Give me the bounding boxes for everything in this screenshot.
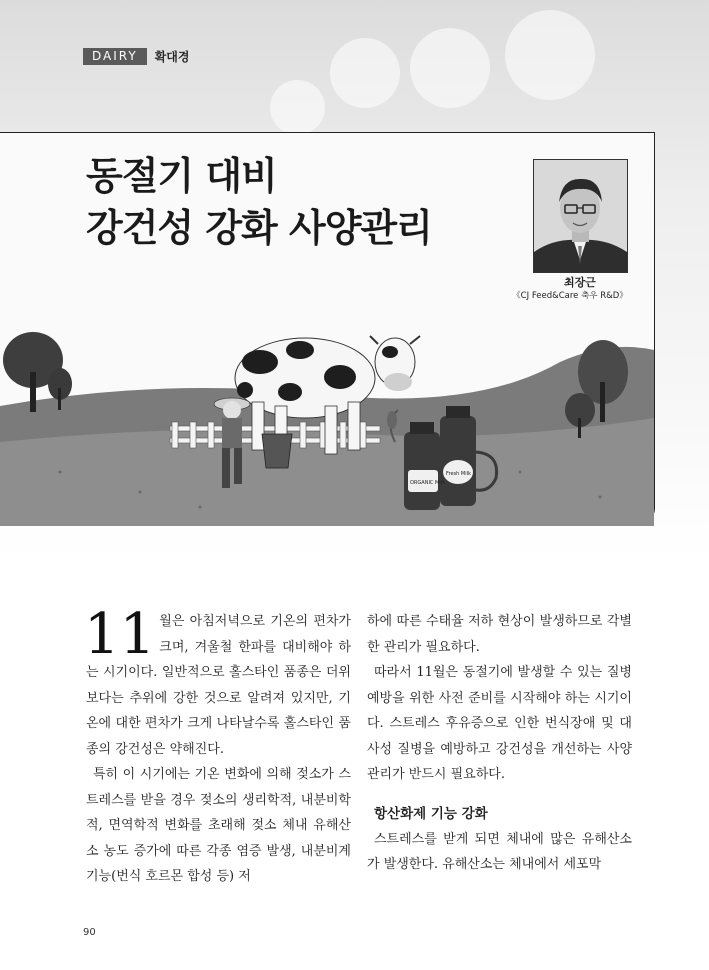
title-line: 동절기 대비 (86, 154, 277, 198)
paragraph: 스트레스를 받게 되면 체내에 많은 유해산소가 발생한다. 유해산소는 체내에서 세포막 (367, 831, 632, 872)
dropcap: 11 (84, 602, 156, 667)
jar-label-right: Fresh Milk (446, 471, 471, 477)
page-number: 90 (83, 927, 96, 938)
paragraph: 하에 따른 수태율 저하 현상이 발생하므로 각별한 관리가 필요하다. (367, 614, 632, 655)
decorative-bubble (270, 80, 325, 135)
paragraph (84, 602, 351, 762)
article-column-left (84, 602, 351, 890)
author-name: 최장근 (564, 276, 596, 289)
decorative-bubble (330, 38, 400, 108)
paragraph-text: 월은 아침저녁으로 기온의 편차가 크며, 겨울철 한파를 대비해야 하는 시기이다. 일반적으로 홀스타인 품종은 더위보다는 추위에 강한 것으로 알려져 있지만, 기온에 대한 편차가 크게 나타날수록 홀스타인 품종의 강건성은 약해진다. (86, 614, 351, 757)
decorative-bubble (505, 10, 595, 100)
paragraph: 특히 이 시기에는 기온 변화에 의해 젖소가 스트레스를 받을 경우 젖소의 생리학적, 내분비학적, 면역학적 변화를 초래해 젖소 체내 유해산소 농도 증가에 따른 각종 염증 발생, 내분비계 기능(번식 호르몬 합성 등) 저 (86, 767, 351, 884)
paragraph: 따라서 11월은 동절기에 발생할 수 있는 질병 예방을 위한 사전 준비를 시작해야 하는 시기이다. 스트레스 후유증으로 인한 번식장애 및 대사성 질병을 예방하고 강건성을 개선하는 사양관리가 반드시 필요하다. (367, 665, 632, 782)
article-column-right (367, 609, 632, 878)
section-tag (83, 48, 189, 64)
title-line: 강건성 강화 사양관리 (86, 206, 432, 250)
author-affiliation: 《CJ Feed&Care 축우 R&D》 (512, 291, 628, 301)
subheading: 항산화제 기능 강화 (374, 805, 488, 822)
farm-illustration (0, 322, 654, 526)
author-photo (533, 159, 628, 273)
column-name: 확대경 (154, 49, 190, 64)
section-label: DAIRY (83, 48, 147, 65)
decorative-bubble (410, 28, 490, 108)
article-title (86, 150, 432, 254)
jar-label-left: ORGANIC Milk (410, 480, 445, 486)
